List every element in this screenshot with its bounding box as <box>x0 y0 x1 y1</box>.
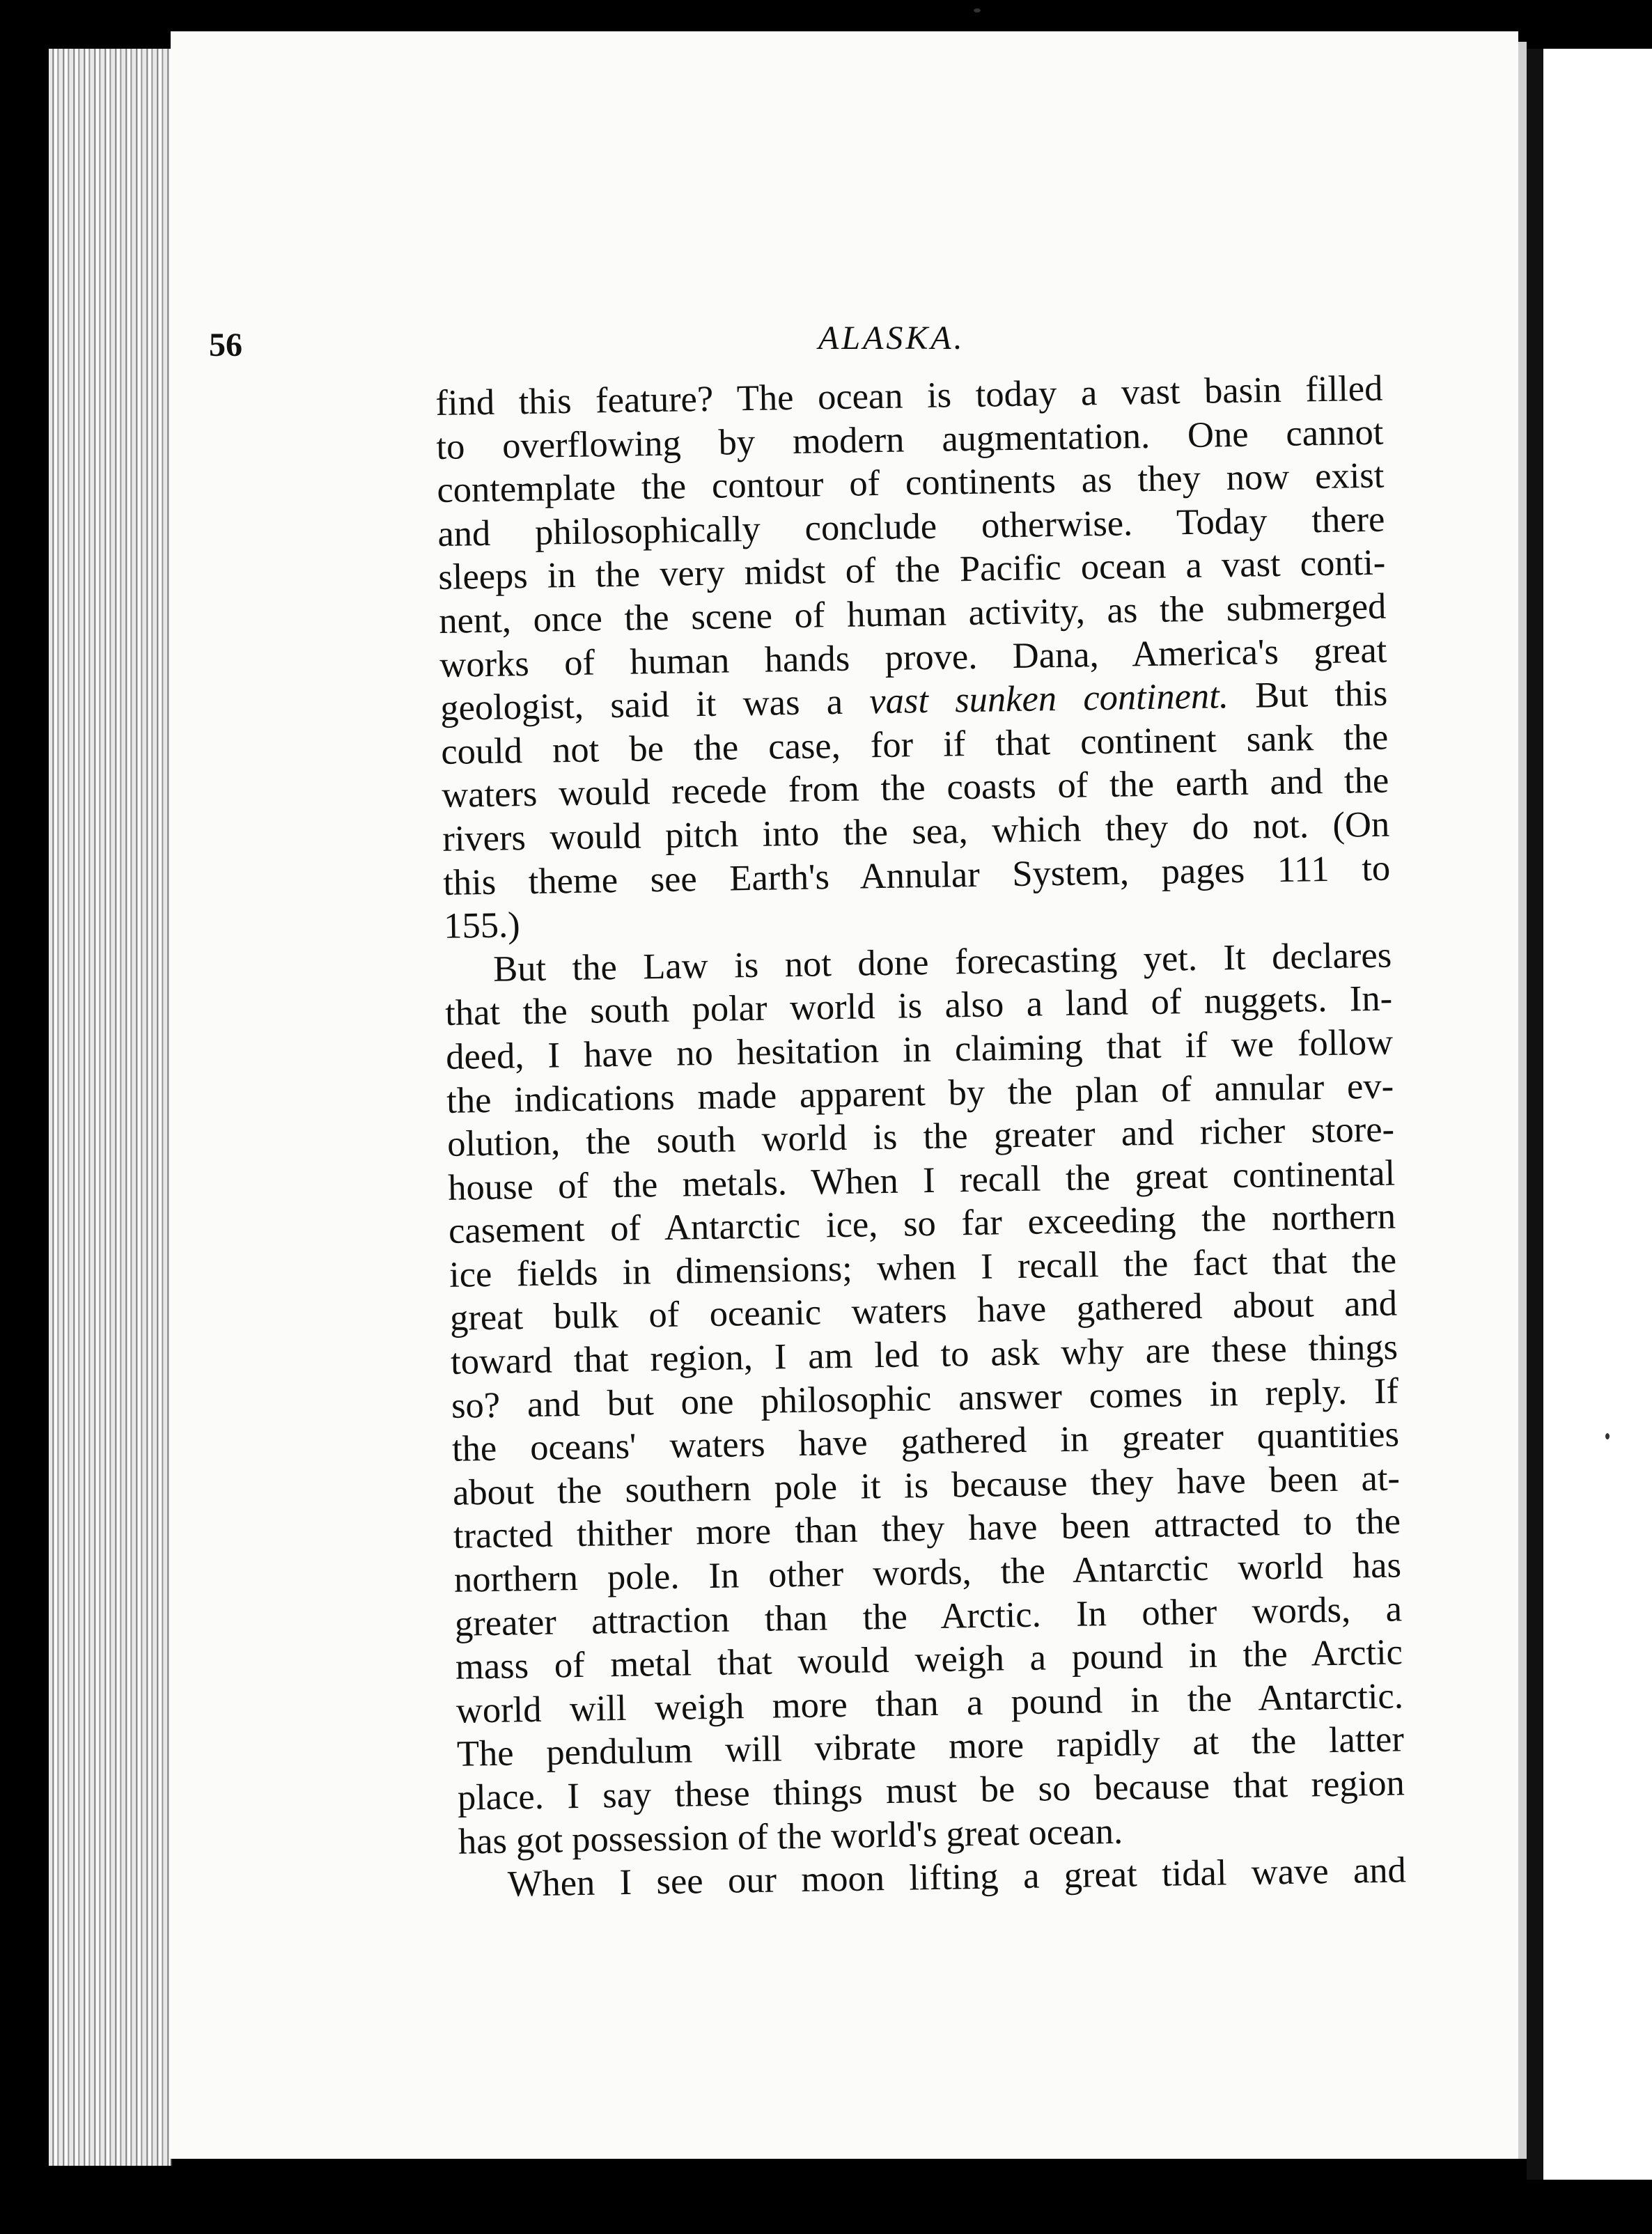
italic-phrase: vast sunken continent. <box>868 675 1229 722</box>
text-line: works of human hands prove. Dana, America's great <box>439 630 1387 685</box>
text-line: the indications made apparent by the plan of annular ev- <box>446 1065 1394 1121</box>
text-line: waters would recede from the coasts of the earth and the <box>441 760 1389 816</box>
text-line: about the southern pole it is because they have been at- <box>452 1458 1401 1513</box>
body-text <box>435 367 1406 1907</box>
text-line: house of the metals. When I recall the great continental <box>447 1153 1396 1208</box>
text-line: great bulk of oceanic waters have gathered about and <box>449 1283 1398 1339</box>
text-line: deed, I have no hesitation in claiming that if we follow <box>445 1022 1394 1077</box>
scan-speck <box>1605 1433 1610 1439</box>
text-line: so? and but one philosophic answer comes in reply. If <box>451 1370 1399 1426</box>
text-line: place. I say these things must be so because that region <box>457 1763 1405 1818</box>
text-line: nent, once the scene of human activity, as the submerged <box>438 586 1387 641</box>
text-line: 155.) <box>443 905 521 947</box>
running-head: ALASKA. <box>818 320 965 357</box>
text-line: sleeps in the very midst of the Pacific ocean a vast conti- <box>437 542 1386 598</box>
text-line: toward that region, I am led to ask why are these things <box>450 1327 1398 1382</box>
text-line: rivers would pitch into the sea, which they do not. (On <box>442 804 1390 859</box>
page-number: 56 <box>209 327 242 364</box>
book-page-edges <box>49 49 172 2166</box>
text-line: that the south polar world is also a land of nuggets. In- <box>444 978 1393 1034</box>
text-line: has got possession of the world's great ocean. <box>458 1811 1123 1862</box>
text-line: northern pole. In other words, the Antarctic world has <box>453 1545 1402 1600</box>
text-line: could not be the case, for if that continent sank the <box>440 717 1389 772</box>
text-line: ice fields in dimensions; when I recall the fact that the <box>449 1240 1397 1295</box>
text-line: olution, the south world is the greater and richer store- <box>446 1109 1395 1164</box>
scan-edge-bar <box>1527 49 1543 2180</box>
text-line: casement of Antarctic ice, so far exceeding the northern <box>448 1196 1396 1252</box>
page-gutter-shadow <box>1518 42 1527 2159</box>
text-line: this theme see Earth's Annular System, pages 111 to <box>442 847 1391 903</box>
text-line: The pendulum will vibrate more rapidly at the latter <box>456 1719 1405 1775</box>
text-run: But this <box>1228 673 1388 717</box>
text-line: But the Law is not done forecasting yet. It declares <box>492 935 1392 990</box>
text-line: find this feature? The ocean is today a vast basin filled <box>435 368 1383 423</box>
text-line: tracted thither more than they have been attracted to the <box>453 1501 1401 1557</box>
text-line: greater attraction than the Arctic. In other words, a <box>454 1588 1403 1644</box>
text-line: When I see our moon lifting a great tidal wave and <box>507 1850 1407 1905</box>
text-line: to overflowing by modern augmentation. One cannot <box>436 412 1384 467</box>
text-line: contemplate the contour of continents as they now exist <box>436 455 1385 511</box>
text-line: world will weigh more than a pound in the Antarctic. <box>455 1676 1404 1731</box>
text-line: and philosophically conclude otherwise. Today there <box>437 499 1385 554</box>
text-line: mass of metal that would weigh a pound in the Arctic <box>455 1632 1403 1687</box>
text-line: the oceans' waters have gathered in greater quantities <box>451 1414 1400 1470</box>
facing-page-margin <box>1527 49 1652 2180</box>
text-run: geologist, said it was a <box>439 681 870 729</box>
scan-speck <box>974 8 981 13</box>
